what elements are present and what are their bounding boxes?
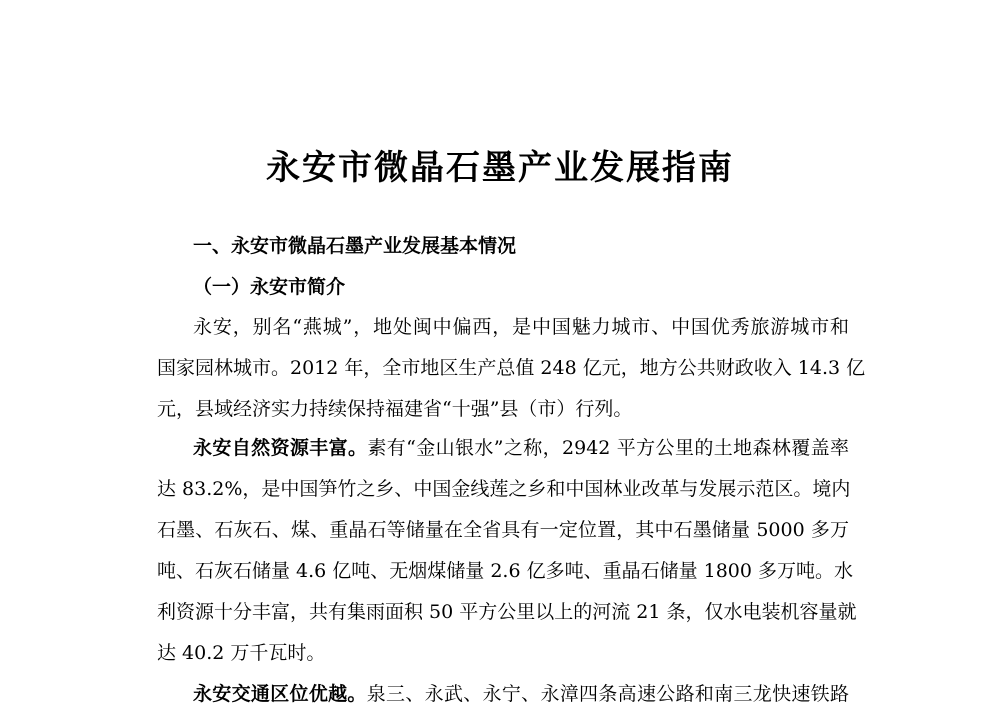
subsection-heading: （一）永安市简介 bbox=[193, 276, 346, 298]
paragraph-2-line: 石墨、石灰石、煤、重晶石等储量在全省具有一定位置，其中石墨储量 5000 多万 bbox=[157, 519, 849, 541]
paragraph-1-line: 永安，别名“燕城”，地处闽中偏西，是中国魅力城市、中国优秀旅游城市和 bbox=[193, 316, 849, 338]
paragraph-2-line: 达 40.2 万千瓦时。 bbox=[157, 642, 326, 664]
section-heading: 一、永安市微晶石墨产业发展基本情况 bbox=[193, 235, 517, 257]
paragraph-1-line: 国家园林城市。2012 年，全市地区生产总值 248 亿元，地方公共财政收入 14.3 亿 bbox=[157, 357, 866, 379]
paragraph-2-text: 素有“金山银水”之称，2942 平方公里的土地森林覆盖率 bbox=[367, 437, 849, 459]
paragraph-2-line: 达 83.2%，是中国笋竹之乡、中国金线莲之乡和中国林业改革与发展示范区。境内 bbox=[157, 478, 851, 500]
paragraph-2-lead: 永安自然资源丰富。 bbox=[193, 437, 368, 459]
paragraph-1-line: 元，县域经济实力持续保持福建省“十强”县（市）行列。 bbox=[157, 398, 633, 420]
paragraph-3-lead: 永安交通区位优越。 bbox=[193, 683, 367, 705]
paragraph-2-line: 吨、石灰石储量 4.6 亿吨、无烟煤储量 2.6 亿多吨、重晶石储量 1800 多万吨。水 bbox=[157, 560, 854, 582]
paragraph-3-text: 泉三、永武、永宁、永漳四条高速公路和南三龙快速铁路 bbox=[366, 683, 849, 705]
paragraph-2-line: 利资源十分丰富，共有集雨面积 50 平方公里以上的河流 21 条，仅水电装机容量就 bbox=[157, 601, 857, 623]
paragraph-3-line bbox=[193, 682, 849, 706]
document-title: 永安市微晶石墨产业发展指南 bbox=[266, 148, 734, 188]
paragraph-2-line bbox=[193, 436, 849, 460]
